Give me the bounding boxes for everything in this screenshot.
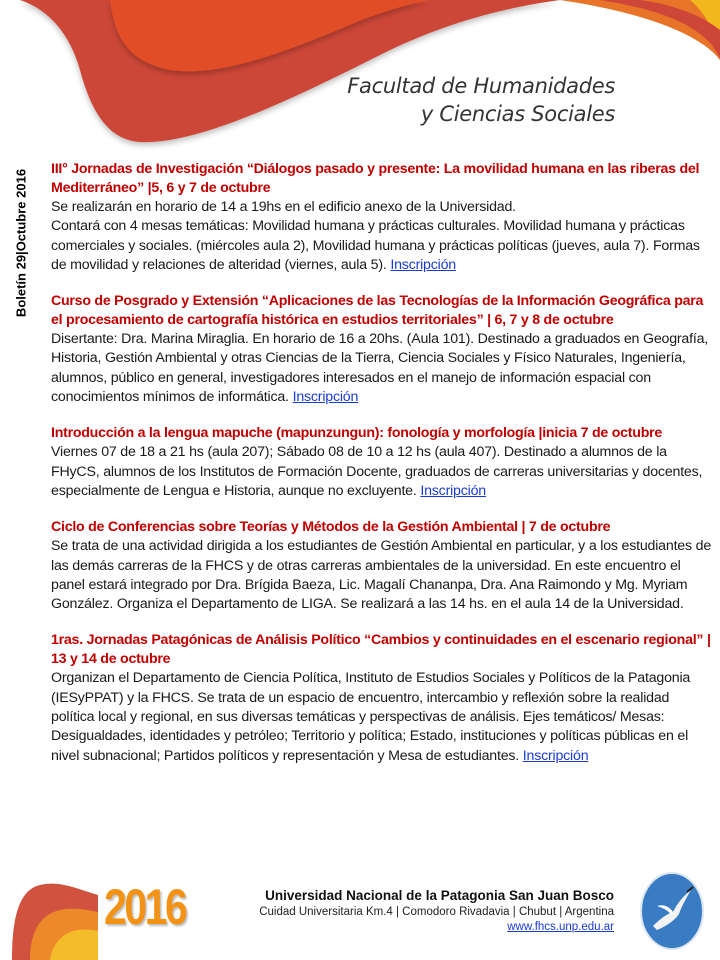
bulletin-label-text: Boletín 29|Octubre 2016 [13,168,29,317]
news-item-title: III° Jornadas de Investigación “Diálogos pasado y presente: La movilidad humana en las riberas del Mediterráneo” |5, 6 y 7 de octubre [51,161,700,196]
news-item-title: Ciclo de Conferencias sobre Teorías y Métodos de la Gestión Ambiental | 7 de octubre [51,519,611,536]
university-seal-icon [637,870,707,952]
faculty-title [347,72,615,128]
faculty-title-line1: Facultad de Humanidades [347,74,615,98]
website-link[interactable]: www.fhcs.unp.edu.ar [507,921,614,933]
footer-wave-icon [0,860,100,960]
inscription-link[interactable]: Inscripción [420,482,486,499]
news-item-body-text: Organizan el Departamento de Ciencia Política, Instituto de Estudios Sociales y Políticos de la Patagonia (IESyPPAT) y la FHCS. Se trata de un espacio de encuentro, intercambio y reflexión sobre la realidad política local y regional, en sus diversas temáticas y perspectivas de análisis. Ejes temáticos/ Mesas: Desigualdades, identidades y petróleo; Territorio y política; Estado, instituciones y políticas públicas en el nivel subnacional; Partidos políticos y representación y Mesa de estudiantes. [51,670,691,764]
news-item-title: Curso de Posgrado y Extensión “Aplicaciones de las Tecnologías de la Información Geográfica para el procesamiento de cartografía histórica en estudios territoriales” | 6, 7 y 8 de octubre [51,293,704,329]
news-item-body [51,669,711,765]
news-item-title: 1ras. Jornadas Patagónicas de Análisis Político “Cambios y continuidades en el escenario regional” | 13 y 14 de octubre [51,632,711,668]
news-item-body [51,330,711,407]
news-item-body [51,443,711,501]
year-label: 2016 [104,879,186,935]
inscription-link[interactable]: Inscripción [390,256,456,273]
news-item-body-text: Contará con 4 mesas temáticas: Movilidad humana y prácticas culturales. Movilidad humana y prácticas comerciales y sociales. (miércoles aula 2), Movilidad humana y prácticas políticas (jueves, aula 7). Formas de movilidad y relaciones de alteridad (viernes, aula 5). [51,218,700,273]
news-item [51,424,711,501]
footer-info [259,887,614,935]
news-item-title: Introducción a la lengua mapuche (mapunzungun): fonología y morfología |inicia 7 de octubre [51,425,663,442]
bulletin-label [10,160,32,325]
header-banner [0,0,720,150]
news-item-body-text: Se trata de una actividad dirigida a los estudiantes de Gestión Ambiental en particular, y a los estudiantes de las demás carreras de la FHCS y de otras carreras ambientales de la universidad. En este encuentro el panel estará integrado por Dra. Brígida Baeza, Lic. Magalí Chananpa, Dra. Ana Raimondo y Mg. Myriam González. Organiza el Departamento de LIGA. Se realizará a las 14 hs. en el aula 14 de la Universidad. [51,538,712,613]
news-item-body-text: Viernes 07 de 18 a 21 hs (aula 207); Sábado 08 de 10 a 12 hs (aula 407). Destinado a alumnos de la FHyCS, alumnos de los Institutos de Formación Docente, graduados de carreras universitarias y docentes, especialmente de Lengua e Historia, aunque no excluyente. [51,444,703,499]
inscription-link[interactable]: Inscripción [292,389,359,406]
inscription-link[interactable]: Inscripción [522,747,589,764]
news-list [51,160,711,783]
news-item [51,631,711,765]
faculty-title-line2: y Ciencias Sociales [420,102,615,126]
news-item-body-text: Disertante: Dra. Marina Miraglia. En horario de 16 a 20hs. (Aula 101). Destinado a graduados en Geografía, Historia, Gestión Ambiental y otras Ciencias de la Tierra, Ciencia Sociales y Físico Naturales, Ingeniería, alumnos, público en general, investigadores interesados en el manejo de información espacial con conocimientos mínimos de informática. [51,331,709,406]
news-item [51,518,711,614]
university-address: Cuidad Universitaria Km.4 | Comodoro Rivadavia | Chubut | Argentina [259,906,614,918]
news-item-body [51,198,711,275]
news-item-body-line: Se realizarán en horario de 14 a 19hs en el edificio anexo de la Universidad. [51,199,516,215]
news-item [51,160,711,275]
university-name: Universidad Nacional de la Patagonia San Juan Bosco [265,888,614,903]
news-item-body [51,537,711,614]
news-item [51,292,711,407]
